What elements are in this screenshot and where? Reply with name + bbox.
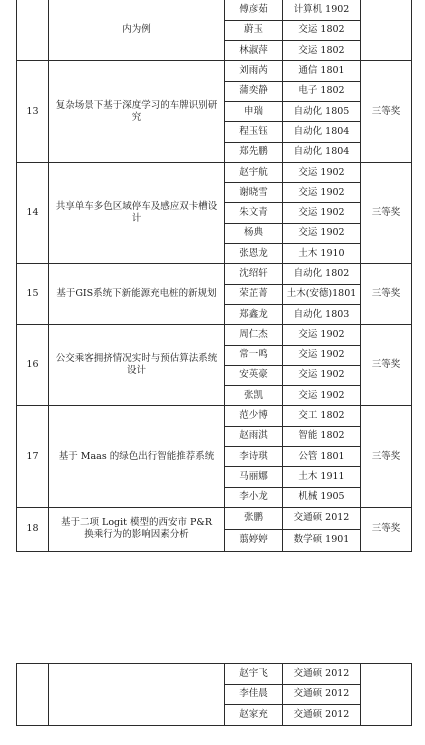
member-major-class: 通信 1801: [283, 61, 361, 81]
member-name: 沈绍轩: [225, 264, 283, 284]
member-major-class: 交运 1802: [283, 20, 361, 40]
table-row: [17, 664, 412, 685]
member-name: 安英豪: [225, 365, 283, 385]
award-level: [361, 0, 412, 61]
member-major-class: 土木 1911: [283, 467, 361, 487]
member-name: 马丽娜: [225, 467, 283, 487]
table-row: [17, 406, 412, 426]
project-number: 16: [17, 325, 49, 406]
table-row: [17, 61, 412, 81]
member-name: 范少博: [225, 406, 283, 426]
member-name: 刘雨芮: [225, 61, 283, 81]
member-major-class: 交运 1902: [283, 325, 361, 345]
member-major-class: 自动化 1804: [283, 122, 361, 142]
member-major-class: 交通硕 2012: [283, 705, 361, 726]
project-number: 18: [17, 507, 49, 551]
member-major-class: 交运 1902: [283, 345, 361, 365]
awards-table-continued: [16, 663, 412, 726]
member-major-class: 机械 1905: [283, 487, 361, 507]
project-title: 基于 Maas 的绿色出行智能推荐系统: [49, 406, 225, 507]
table-row: [17, 264, 412, 284]
project-title: 基于二项 Logit 模型的西安市 P&R 换乘行为的影响因素分析: [49, 507, 225, 551]
project-number: 13: [17, 61, 49, 162]
member-major-class: 自动化 1804: [283, 142, 361, 162]
project-title: 内为例: [49, 0, 225, 61]
award-level: 三等奖: [361, 507, 412, 551]
awards-table: [16, 0, 412, 552]
member-major-class: 智能 1802: [283, 426, 361, 446]
member-name: 张鹏: [225, 507, 283, 529]
member-name: 郑鑫龙: [225, 304, 283, 324]
member-name: 赵宇飞: [225, 664, 283, 685]
awards-table-body: [17, 0, 412, 551]
project-title: 基于GIS系统下新能源充电桩的新规划: [49, 264, 225, 325]
project-title: [49, 664, 225, 726]
project-title: 共享单车多色区域停车及感应双卡槽设计: [49, 162, 225, 263]
member-name: 朱文青: [225, 203, 283, 223]
member-major-class: 交运 1902: [283, 203, 361, 223]
award-level: 三等奖: [361, 264, 412, 325]
member-name: 李小龙: [225, 487, 283, 507]
project-number: 14: [17, 162, 49, 263]
member-major-class: 交运 1902: [283, 183, 361, 203]
project-number: [17, 664, 49, 726]
member-major-class: 交通硕 2012: [283, 664, 361, 685]
table-row: [17, 162, 412, 182]
project-number: 17: [17, 406, 49, 507]
member-name: 翦婷婷: [225, 529, 283, 551]
member-name: 申瑞: [225, 101, 283, 121]
member-major-class: 土木(安德)1801: [283, 284, 361, 304]
member-name: 谢晓雪: [225, 183, 283, 203]
member-name: 赵宇航: [225, 162, 283, 182]
awards-table-continued-body: [17, 664, 412, 726]
member-major-class: 交通硕 2012: [283, 507, 361, 529]
project-number: 15: [17, 264, 49, 325]
member-name: 赵家充: [225, 705, 283, 726]
member-major-class: 交运 1902: [283, 386, 361, 406]
award-level: 三等奖: [361, 61, 412, 162]
member-name: 程玉钰: [225, 122, 283, 142]
member-major-class: 交运 1902: [283, 223, 361, 243]
member-name: 李佳晨: [225, 684, 283, 705]
member-major-class: 电子 1802: [283, 81, 361, 101]
award-level: 三等奖: [361, 325, 412, 406]
member-name: 蔚玉: [225, 20, 283, 40]
member-name: 杨典: [225, 223, 283, 243]
table-row: [17, 0, 412, 20]
member-name: 郑先鹏: [225, 142, 283, 162]
member-major-class: 交通硕 2012: [283, 684, 361, 705]
member-major-class: 计算机 1902: [283, 0, 361, 20]
project-title: 公交乘客拥挤情况实时与预估算法系统设计: [49, 325, 225, 406]
member-name: 张恩龙: [225, 244, 283, 264]
member-name: 蒲奕静: [225, 81, 283, 101]
table-row: [17, 507, 412, 529]
member-name: 傅彦茹: [225, 0, 283, 20]
member-major-class: 自动化 1805: [283, 101, 361, 121]
member-major-class: 交运 1902: [283, 365, 361, 385]
member-major-class: 交工 1802: [283, 406, 361, 426]
member-name: 荣芷菁: [225, 284, 283, 304]
member-major-class: 土木 1910: [283, 244, 361, 264]
member-name: 李诗琪: [225, 447, 283, 467]
project-number: [17, 0, 49, 61]
member-major-class: 自动化 1803: [283, 304, 361, 324]
member-name: 张凯: [225, 386, 283, 406]
member-major-class: 数学硕 1901: [283, 529, 361, 551]
award-level: 三等奖: [361, 162, 412, 263]
member-name: 常一鸣: [225, 345, 283, 365]
member-major-class: 自动化 1802: [283, 264, 361, 284]
member-major-class: 交运 1802: [283, 41, 361, 61]
project-title: 复杂场景下基于深度学习的车牌识别研究: [49, 61, 225, 162]
member-name: 林淑萍: [225, 41, 283, 61]
member-major-class: 公管 1801: [283, 447, 361, 467]
table-row: [17, 325, 412, 345]
member-name: 周仁杰: [225, 325, 283, 345]
award-level: [361, 664, 412, 726]
member-major-class: 交运 1902: [283, 162, 361, 182]
member-name: 赵雨淇: [225, 426, 283, 446]
award-level: 三等奖: [361, 406, 412, 507]
